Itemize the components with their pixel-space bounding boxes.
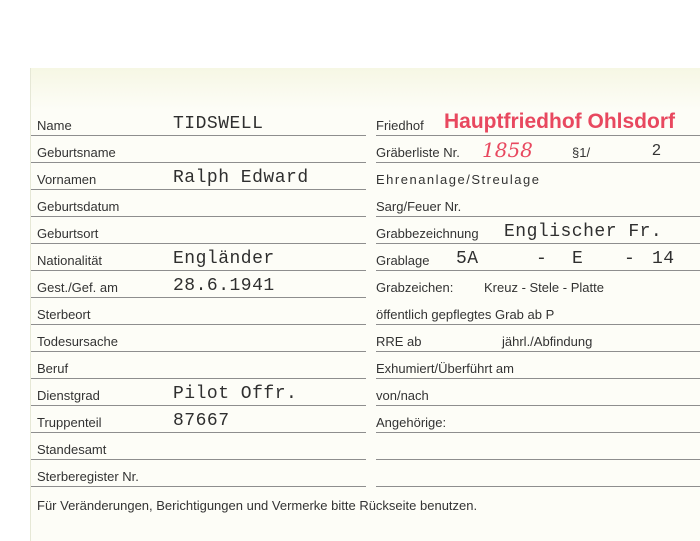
field-exhumiert	[376, 351, 700, 379]
field-label: RRE ab	[376, 334, 422, 349]
field-label: Dienstgrad	[37, 388, 100, 403]
grablage-row: E	[572, 249, 584, 269]
field-label: Grabzeichen:	[376, 280, 454, 295]
field-sterberegister	[31, 459, 366, 487]
field-geburtsname	[31, 135, 366, 163]
field-nationalitaet	[31, 243, 366, 271]
field-graeberliste	[376, 135, 700, 163]
field-value: 87667	[173, 411, 230, 431]
field-label: Grablage	[376, 253, 430, 268]
field-grablage	[376, 243, 700, 271]
field-label: Ehrenanlage/Streulage	[376, 172, 541, 187]
field-label: Geburtsname	[37, 145, 116, 160]
field-ehrenanlage	[376, 162, 700, 189]
field-label: Standesamt	[37, 442, 107, 457]
field-name	[31, 108, 366, 136]
field-label: von/nach	[376, 388, 429, 403]
rre-option: jährl./Abfindung	[502, 334, 593, 349]
field-label: Geburtsdatum	[37, 199, 120, 214]
field-label: Geburtsort	[37, 226, 99, 241]
field-standesamt	[31, 432, 366, 460]
field-grabzeichen	[376, 270, 700, 297]
field-label: Nationalität	[37, 253, 103, 268]
friedhof-stamp: Hauptfriedhof Ohlsdorf	[444, 110, 675, 133]
field-todesursache	[31, 324, 366, 352]
field-geburtsdatum	[31, 189, 366, 217]
grablage-dash: -	[624, 249, 636, 269]
field-rre	[376, 324, 700, 352]
field-sterbeort	[31, 297, 366, 325]
field-label: Grabbezeichnung	[376, 226, 479, 241]
field-label: Name	[37, 118, 72, 133]
field-label: Vornamen	[37, 172, 97, 187]
field-friedhof	[376, 108, 700, 136]
field-label: Friedhof	[376, 118, 424, 133]
paragraph-label: §1/	[572, 145, 591, 160]
field-label: Angehörige:	[376, 415, 447, 430]
field-label: Gräberliste Nr.	[376, 145, 460, 160]
field-vornamen	[31, 162, 366, 190]
field-gestorben	[31, 270, 366, 298]
field-label: Beruf	[37, 361, 69, 376]
field-sarg	[376, 189, 700, 217]
record-card	[30, 68, 700, 541]
grabzeichen-options: Kreuz - Stele - Platte	[484, 280, 604, 295]
field-label: Sterbeort	[37, 307, 91, 322]
field-value: 28.6.1941	[173, 276, 275, 296]
field-label: öffentlich gepflegtes Grab ab P	[376, 307, 555, 322]
field-grabbezeichnung	[376, 216, 700, 244]
field-value: TIDSWELL	[173, 114, 264, 134]
grablage-dash: -	[536, 249, 548, 269]
paragraph-value: 2	[652, 142, 661, 159]
field-label: Exhumiert/Überführt am	[376, 361, 514, 376]
field-value: Ralph Edward	[173, 168, 309, 188]
field-beruf	[31, 351, 366, 379]
grablage-number: 14	[652, 249, 675, 269]
field-geburtsort	[31, 216, 366, 244]
field-angehoerige-line-2	[376, 432, 700, 460]
footer-note: Für Veränderungen, Berichtigungen und Vermerke bitte Rückseite benutzen.	[37, 498, 478, 513]
field-label: Gest./Gef. am	[37, 280, 118, 295]
field-angehoerige	[376, 405, 700, 433]
field-truppenteil	[31, 405, 366, 433]
field-label: Truppenteil	[37, 415, 102, 430]
card-top-tint	[31, 68, 700, 110]
graeberliste-number: 1858	[482, 138, 533, 162]
field-label: Sterberegister Nr.	[37, 469, 139, 484]
field-value: Pilot Offr.	[173, 384, 298, 404]
field-label: Sarg/Feuer Nr.	[376, 199, 462, 214]
field-dienstgrad	[31, 378, 366, 406]
field-value: Engländer	[173, 249, 275, 269]
field-value: Englischer Fr.	[504, 222, 663, 242]
grablage-field: 5A	[456, 249, 479, 269]
field-oeffentlich	[376, 297, 700, 325]
field-label: Todesursache	[37, 334, 118, 349]
field-von-nach	[376, 378, 700, 406]
field-angehoerige-line-3	[376, 459, 700, 487]
